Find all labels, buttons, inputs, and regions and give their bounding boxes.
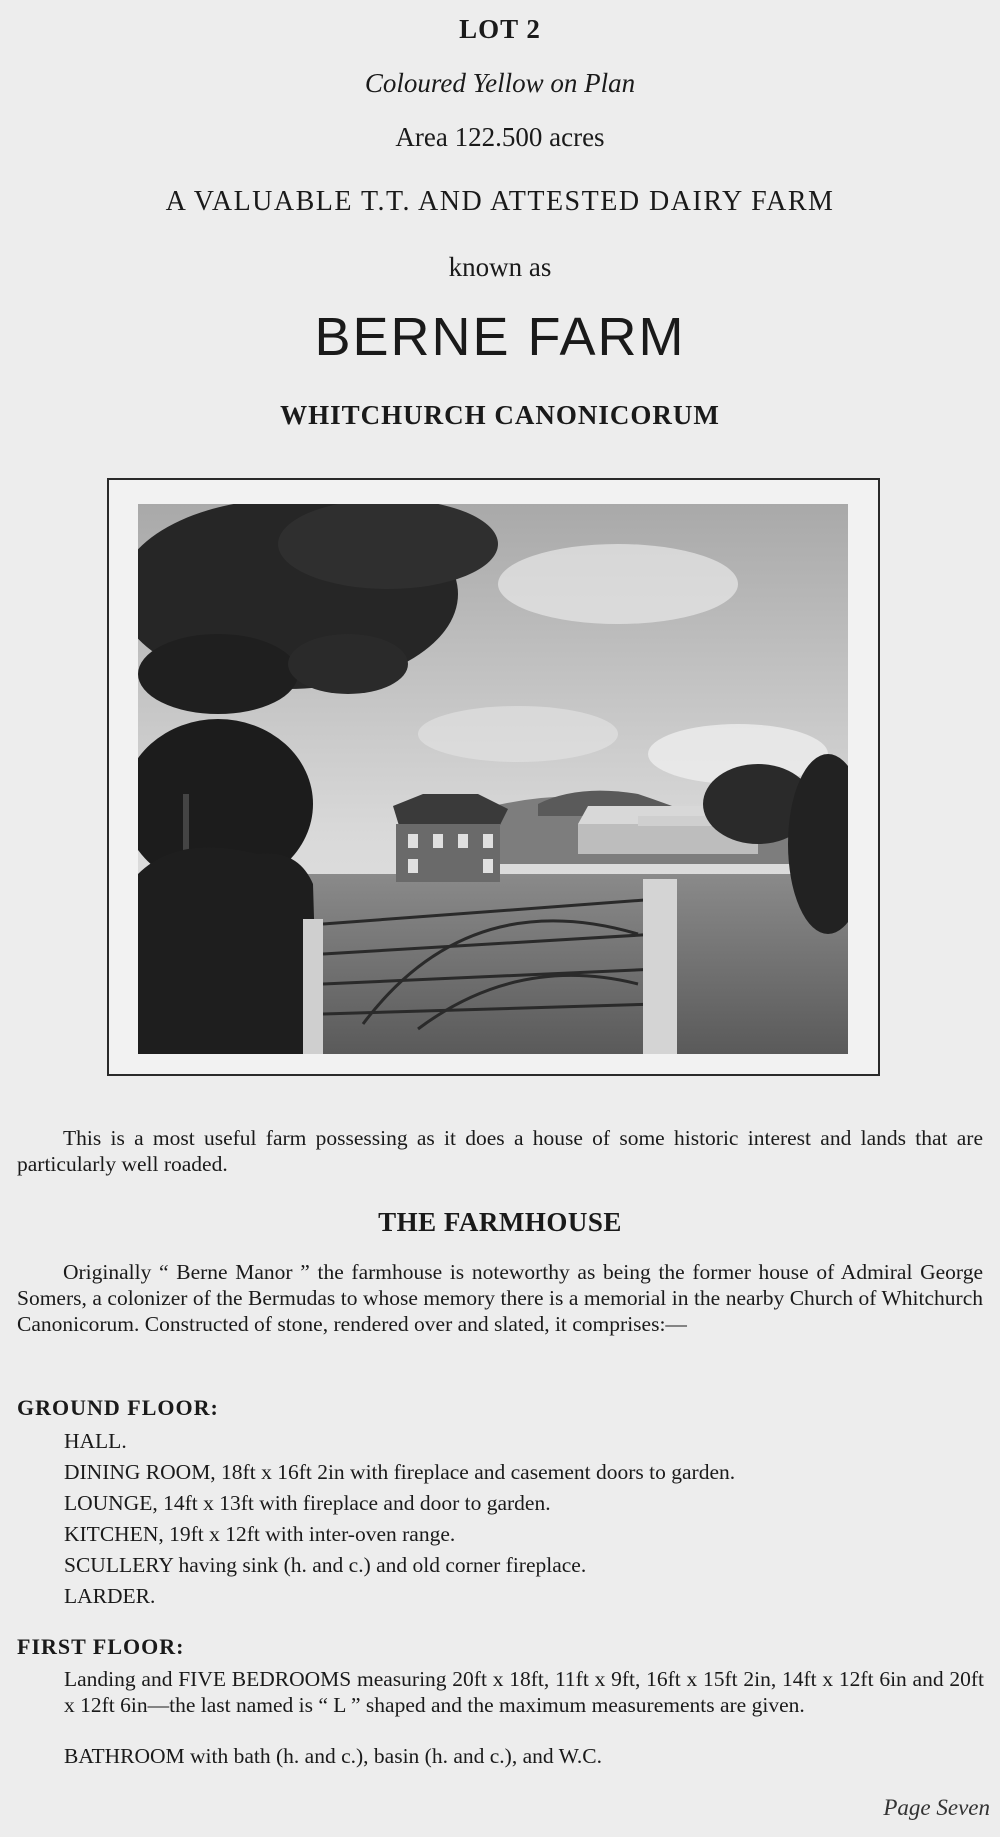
room-item: LARDER. [64, 1584, 156, 1608]
headline: A VALUABLE T.T. AND ATTESTED DAIRY FARM [165, 186, 835, 217]
room-item: SCULLERY having sink (h. and c.) and old corner fireplace. [64, 1553, 587, 1577]
room-item: DINING ROOM, 18ft x 16ft 2in with fireplace and casement doors to garden. [64, 1460, 736, 1484]
farmhouse-heading: THE FARMHOUSE [378, 1207, 622, 1237]
farm-photo-illustration [138, 504, 848, 1054]
farm-name: BERNE FARM [314, 307, 686, 367]
bathroom-description: BATHROOM with bath (h. and c.), basin (h. and c.), and W.C. [64, 1744, 603, 1768]
first-floor-heading: FIRST FLOOR: [17, 1634, 185, 1659]
room-item: LOUNGE, 14ft x 13ft with fireplace and door to garden. [64, 1491, 551, 1515]
ground-floor-heading: GROUND FLOOR: [17, 1395, 219, 1420]
lot-number: LOT 2 [459, 14, 541, 44]
bedrooms-description: Landing and FIVE BEDROOMS measuring 20ft x 18ft, 11ft x 9ft, 16ft x 15ft 2in, 14ft x 12ft 6in and 20ft x 12ft 6in—the last named is “ L ” shaped and the maximum measurements are given. [64, 1667, 984, 1717]
farm-photo [138, 504, 848, 1054]
farmhouse-building [393, 794, 508, 882]
intro-paragraph: This is a most useful farm possessing as it does a house of some historic interest and lands that are particularly well roaded. [17, 1126, 983, 1176]
room-item: KITCHEN, 19ft x 12ft with inter-oven range. [64, 1522, 456, 1546]
parish-name: WHITCHURCH CANONICORUM [280, 400, 720, 430]
farmhouse-description: Originally “ Berne Manor ” the farmhouse is noteworthy as being the former house of Admiral George Somers, a colonizer of the Bermudas to whose memory there is a memorial in the nearby Church of Whitchurch Canonicorum. Constructed of stone, rendered over and slated, it comprises:— [17, 1260, 983, 1336]
plan-note: Coloured Yellow on Plan [364, 68, 636, 98]
area-text: Area 122.500 acres [395, 122, 605, 152]
room-item: HALL. [64, 1429, 127, 1453]
page-number: Page Seven [883, 1795, 990, 1820]
known-as: known as [448, 252, 552, 282]
